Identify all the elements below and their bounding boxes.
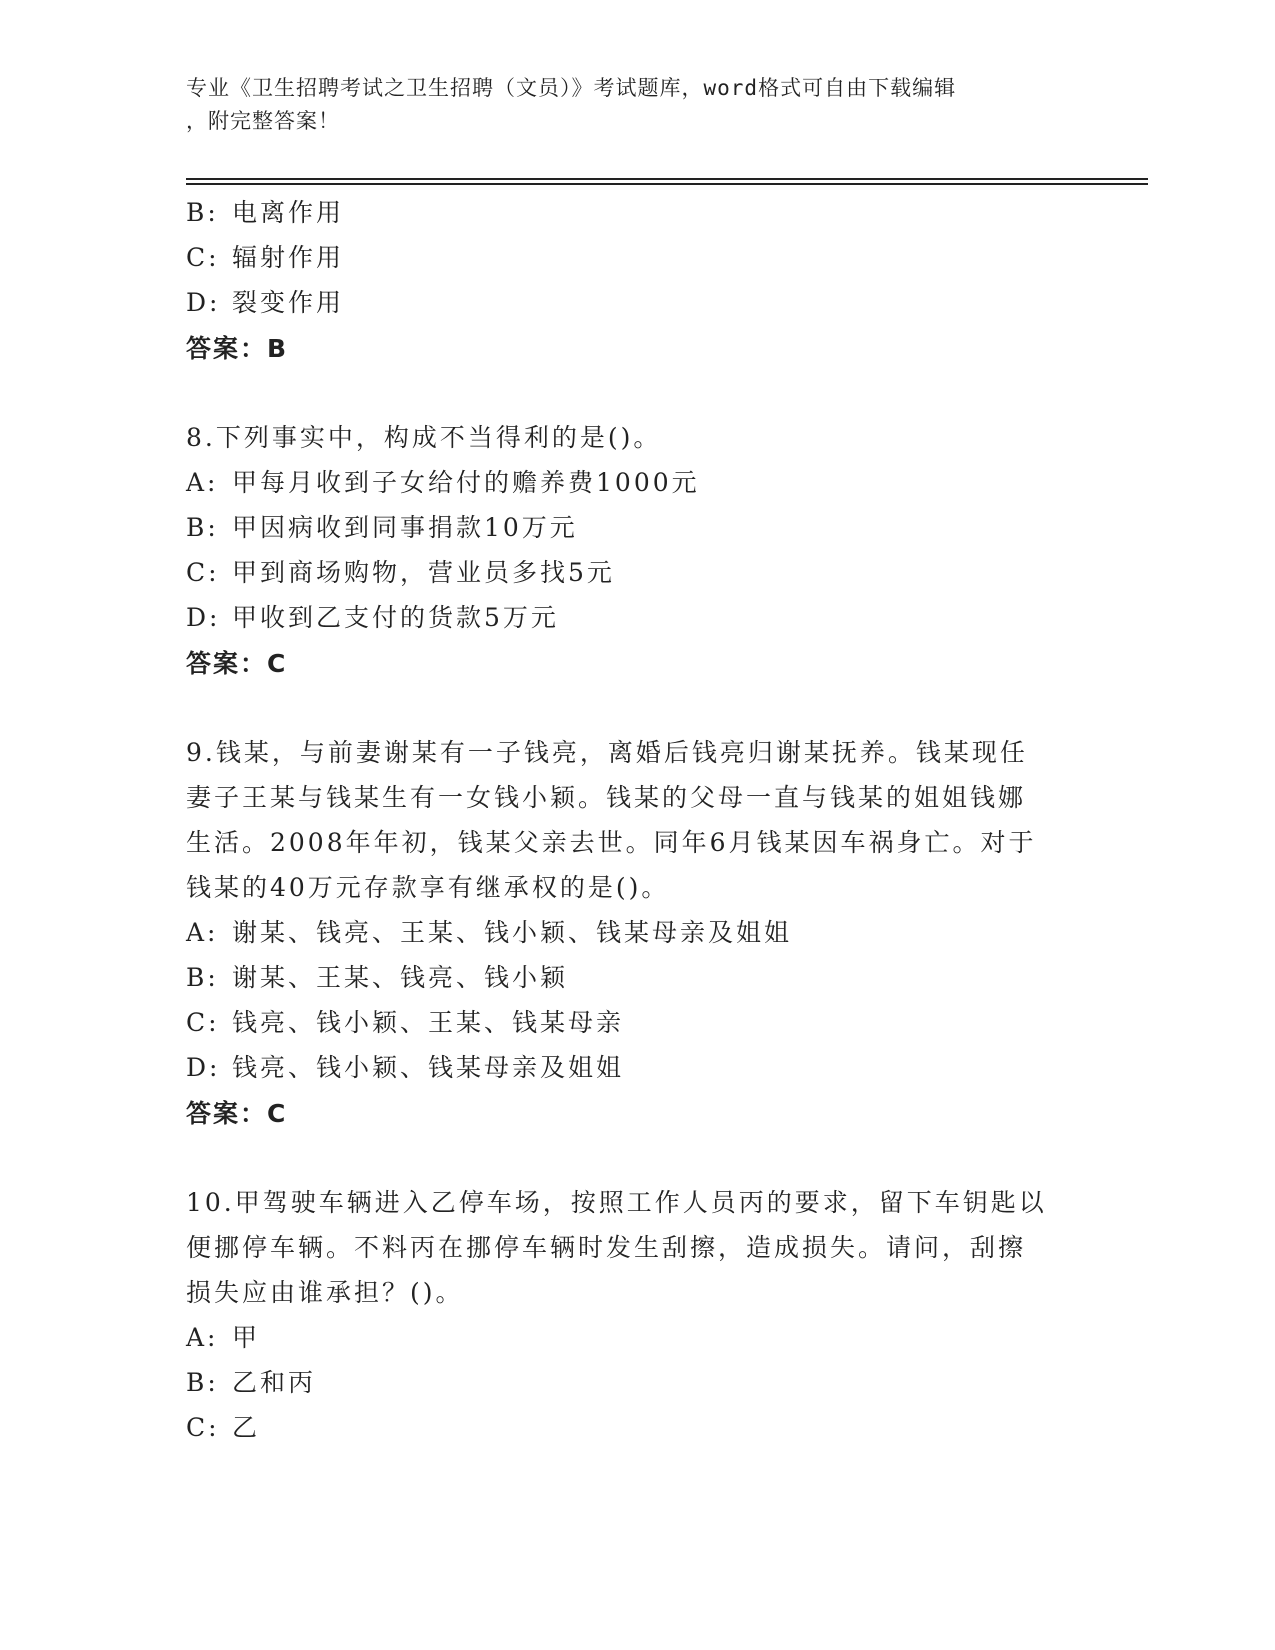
option-text: 甲每月收到子女给付的赡养费1000元 — [232, 468, 700, 497]
option-letter: D: — [186, 288, 221, 317]
option-d — [186, 280, 1086, 325]
header-line-2: ，附完整答案！ — [186, 109, 340, 133]
option-letter: C: — [186, 1413, 220, 1442]
question-7-tail — [186, 190, 1086, 372]
header-rule-bottom — [186, 183, 1148, 185]
question-9 — [186, 730, 1086, 1137]
question-stem-line: 钱某的40万元存款享有继承权的是()。 — [186, 873, 670, 902]
option-letter: A: — [186, 468, 219, 497]
option-c — [186, 1405, 1086, 1450]
option-letter: C: — [186, 1008, 220, 1037]
option-b — [186, 190, 1086, 235]
option-d — [186, 1045, 1086, 1090]
question-stem-line: 妻子王某与钱某生有一女钱小颖。钱某的父母一直与钱某的姐姐钱娜 — [186, 783, 1027, 812]
document-body — [186, 190, 1086, 1450]
option-letter: C: — [186, 558, 220, 587]
option-b — [186, 505, 1086, 550]
option-text: 辐射作用 — [232, 243, 345, 272]
document-header — [186, 72, 1066, 138]
answer-line: 答案：C — [186, 1099, 288, 1128]
option-text: 甲因病收到同事捐款10万元 — [232, 513, 578, 542]
option-b — [186, 1360, 1086, 1405]
option-c — [186, 1000, 1086, 1045]
option-letter: A: — [186, 1323, 219, 1352]
question-stem: 8.下列事实中，构成不当得利的是()。 — [186, 423, 662, 452]
option-text: 裂变作用 — [232, 288, 345, 317]
answer-line: 答案：B — [186, 334, 289, 363]
question-stem-line: 损失应由谁承担？()。 — [186, 1278, 464, 1307]
option-text: 谢某、王某、钱亮、钱小颖 — [232, 963, 569, 992]
question-stem-line: 10.甲驾驶车辆进入乙停车场，按照工作人员丙的要求，留下车钥匙以 — [186, 1188, 1047, 1217]
option-text: 甲 — [232, 1323, 261, 1352]
header-line-1: 专业《卫生招聘考试之卫生招聘（文员）》考试题库，word格式可自由下载编辑 — [186, 76, 957, 100]
option-c — [186, 550, 1086, 595]
option-c — [186, 235, 1086, 280]
option-a — [186, 1315, 1086, 1360]
option-letter: B: — [186, 1368, 219, 1397]
question-10 — [186, 1180, 1086, 1450]
question-8 — [186, 415, 1086, 687]
option-text: 乙和丙 — [232, 1368, 317, 1397]
answer-line: 答案：C — [186, 649, 288, 678]
option-text: 钱亮、钱小颖、钱某母亲及姐姐 — [232, 1053, 625, 1082]
option-letter: D: — [186, 603, 221, 632]
option-a — [186, 910, 1086, 955]
option-letter: B: — [186, 513, 219, 542]
question-stem-line: 生活。2008年年初，钱某父亲去世。同年6月钱某因车祸身亡。对于 — [186, 828, 1037, 857]
option-text: 甲收到乙支付的货款5万元 — [232, 603, 559, 632]
question-stem-line: 9.钱某，与前妻谢某有一子钱亮，离婚后钱亮归谢某抚养。钱某现任 — [186, 738, 1028, 767]
option-text: 甲到商场购物，营业员多找5元 — [232, 558, 615, 587]
header-rule-top — [186, 178, 1148, 180]
option-letter: C: — [186, 243, 220, 272]
option-letter: B: — [186, 963, 219, 992]
option-a — [186, 460, 1086, 505]
option-text: 乙 — [232, 1413, 261, 1442]
option-text: 谢某、钱亮、王某、钱小颖、钱某母亲及姐姐 — [232, 918, 793, 947]
option-text: 电离作用 — [232, 198, 345, 227]
option-b — [186, 955, 1086, 1000]
option-letter: A: — [186, 918, 219, 947]
option-d — [186, 595, 1086, 640]
option-letter: D: — [186, 1053, 221, 1082]
question-stem-line: 便挪停车辆。不料丙在挪停车辆时发生刮擦，造成损失。请问，刮擦 — [186, 1233, 1027, 1262]
option-text: 钱亮、钱小颖、王某、钱某母亲 — [232, 1008, 625, 1037]
option-letter: B: — [186, 198, 219, 227]
